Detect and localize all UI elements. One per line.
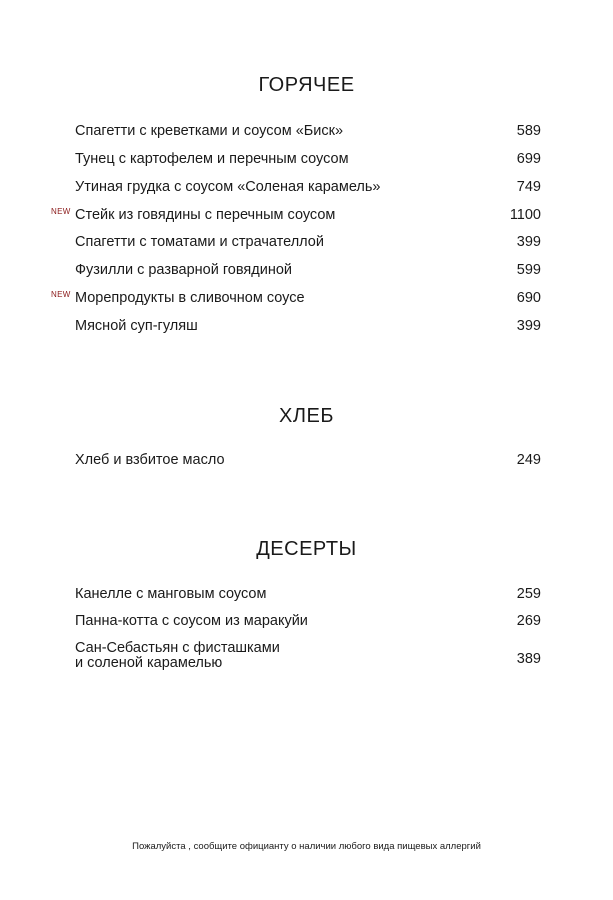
menu-item: [75, 584, 541, 604]
menu-item: [75, 121, 541, 141]
menu-item-price: 399: [516, 318, 541, 334]
menu-item: [75, 232, 541, 252]
menu-item: [75, 260, 541, 280]
menu-item-name: Канелле с манговым соусом: [75, 586, 267, 602]
menu-item-name: Тунец с картофелем и перечным соусом: [75, 151, 349, 167]
menu-item-name: Утиная грудка с соусом «Соленая карамель»: [75, 179, 381, 195]
menu-item-name: [75, 641, 280, 671]
menu-item-price: 269: [516, 613, 541, 629]
menu-item-name: Спагетти с томатами и страчателлой: [75, 234, 324, 250]
new-badge: NEW: [51, 290, 71, 299]
menu-item-price: 690: [516, 290, 541, 306]
section-title-bread: ХЛЕБ: [279, 405, 334, 427]
menu-item: [51, 288, 541, 308]
menu-item: [75, 316, 541, 336]
menu-item-name: Мясной суп-гуляш: [75, 318, 198, 334]
menu-item-price: 249: [516, 452, 541, 468]
menu-item-name: Морепродукты в сливочном соусе: [75, 290, 305, 306]
menu-item-name-line1: Сан-Себастьян с фисташками: [75, 640, 280, 656]
menu-item-name: Фузилли с разварной говядиной: [75, 262, 292, 278]
menu-item-price: 259: [516, 586, 541, 602]
menu-item: [51, 205, 541, 225]
menu-item-price: 589: [516, 123, 541, 139]
menu-item: [75, 611, 541, 631]
menu-item-name: Стейк из говядины с перечным соусом: [75, 207, 336, 223]
menu-item: [75, 450, 541, 470]
menu-item: [75, 149, 541, 169]
menu-item: [75, 641, 541, 677]
allergy-notice: Пожалуйста , сообщите официанту о наличии любого вида пищевых аллергий: [132, 841, 481, 852]
menu-item-price: 399: [516, 234, 541, 250]
menu-item-name: Панна-котта с соусом из маракуйи: [75, 613, 308, 629]
menu-item-price: 599: [516, 262, 541, 278]
menu-item-price: 1100: [509, 207, 541, 223]
section-title-desserts: ДЕСЕРТЫ: [256, 538, 357, 560]
menu-item: [75, 177, 541, 197]
new-badge: NEW: [51, 207, 71, 216]
menu-item-name: Спагетти с креветками и соусом «Биск»: [75, 123, 344, 139]
menu-item-price: 749: [516, 179, 541, 195]
menu-item-name-line2: и соленой карамелью: [75, 655, 223, 671]
section-title-hot: ГОРЯЧЕЕ: [258, 74, 355, 96]
menu-item-price: 699: [516, 151, 541, 167]
menu-item-name: Хлеб и взбитое масло: [75, 452, 225, 468]
menu-item-price: 389: [516, 651, 541, 667]
